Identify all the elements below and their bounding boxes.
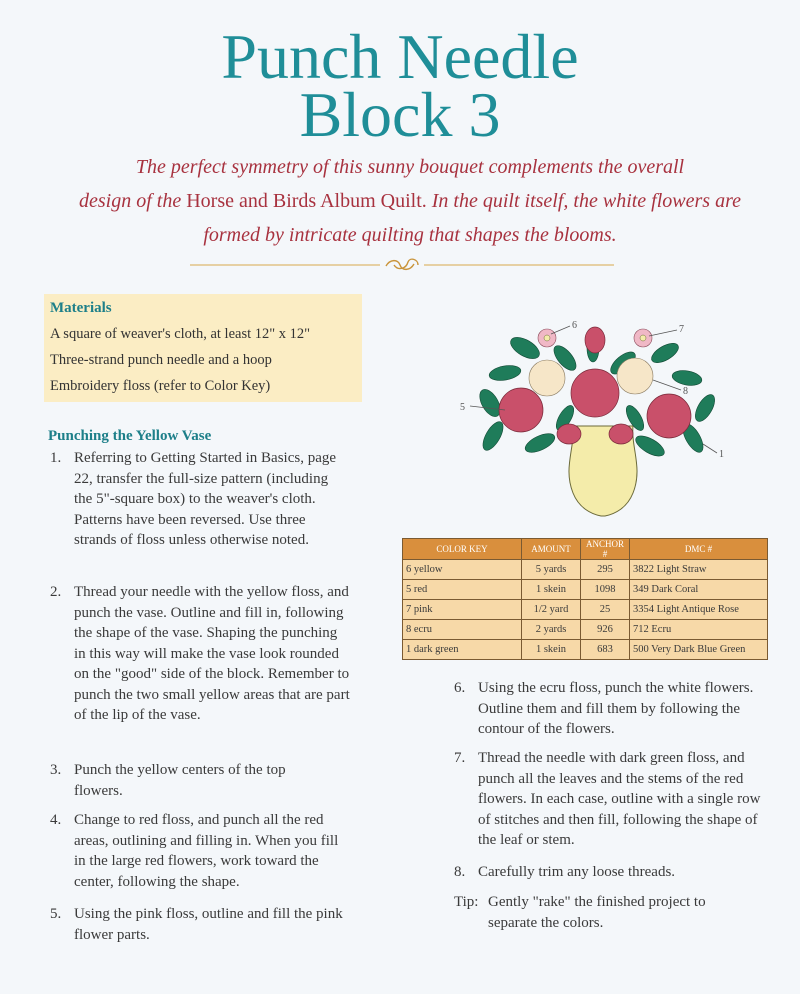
diagram-label: 1 bbox=[719, 449, 724, 460]
step-4: 4. Change to red floss, and punch all the red areas, outlining and filling in. When you fill in the large red flowers, work toward the center, following the shape. bbox=[50, 812, 339, 890]
table-row: 8 ecru 2 yards 926 712 Ecru bbox=[403, 620, 768, 640]
table-header-row bbox=[403, 539, 768, 560]
title-line-1: Punch Needle bbox=[221, 21, 579, 92]
materials-heading: Materials bbox=[50, 300, 112, 316]
quilt-name: Horse and Birds Album Quilt. bbox=[186, 190, 427, 212]
materials-box bbox=[44, 294, 362, 402]
materials-item: Three-strand punch needle and a hoop bbox=[50, 352, 272, 368]
table-row: 1 dark green 1 skein 683 500 Very Dark Blue Green bbox=[403, 640, 768, 660]
step-2: 2. Thread your needle with the yellow floss, and punch the vase. Outline and fill in, following the shape of the vase. Shaping the punching in this way will make the vase look rounded on the "good" side of the block. Remember to punch the two small yellow areas that are part of the lip of the vase. bbox=[50, 584, 350, 723]
diagram-label: 7 bbox=[679, 324, 684, 335]
table-row: 6 yellow 5 yards 295 3822 Light Straw bbox=[403, 560, 768, 580]
intro-line-2: design of the Horse and Birds Album Quilt. In the quilt itself, the white flowers are bbox=[79, 190, 741, 212]
tip: Tip: Gently "rake" the finished project to separate the colors. bbox=[454, 894, 706, 931]
col-header: COLOR KEY bbox=[403, 539, 522, 560]
col-header: ANCHOR # bbox=[581, 539, 630, 560]
materials-item: A square of weaver's cloth, at least 12" x 12" bbox=[50, 326, 311, 342]
step-8: 8. Carefully trim any loose threads. bbox=[454, 864, 676, 880]
step-1: 1. Referring to Getting Started in Basics, page 22, transfer the full-size pattern (including the 5"-square box) to the weaver's cloth. Patterns have been reversed. Use three strands of floss unless otherwise noted. bbox=[50, 450, 337, 548]
bouquet-diagram bbox=[455, 318, 735, 528]
intro-line-3: formed by intricate quilting that shapes the blooms. bbox=[203, 224, 617, 246]
step-6: 6. Using the ecru floss, punch the white flowers. Outline them and fill them by following the contour of the flowers. bbox=[454, 680, 754, 737]
diagram-label: 5 bbox=[460, 402, 465, 413]
step-3: 3. Punch the yellow centers of the top flowers. bbox=[50, 762, 286, 799]
section-heading: Punching the Yellow Vase bbox=[48, 428, 212, 444]
table-row: 7 pink 1/2 yard 25 3354 Light Antique Rose bbox=[403, 600, 768, 620]
diagram-label: 8 bbox=[683, 386, 688, 397]
color-key-table bbox=[402, 538, 768, 660]
col-header: DMC # bbox=[630, 539, 768, 560]
table-row: 5 red 1 skein 1098 349 Dark Coral bbox=[403, 580, 768, 600]
title-line-2: Block 3 bbox=[299, 79, 501, 150]
ornament-divider bbox=[190, 257, 614, 273]
diagram-label: 6 bbox=[572, 320, 577, 331]
intro-text bbox=[40, 150, 780, 252]
step-7: 7. Thread the needle with dark green floss, and punch all the leaves and the stems of the red flowers. In each case, outline with a single row of stitches and then fill, following the shape of the leaf or stem. bbox=[454, 750, 761, 848]
materials-item: Embroidery floss (refer to Color Key) bbox=[50, 378, 271, 394]
step-5: 5. Using the pink floss, outline and fill the pink flower parts. bbox=[50, 906, 343, 943]
intro-line-1: The perfect symmetry of this sunny bouquet complements the overall bbox=[135, 156, 685, 178]
col-header: AMOUNT bbox=[522, 539, 581, 560]
page-title bbox=[0, 21, 800, 150]
